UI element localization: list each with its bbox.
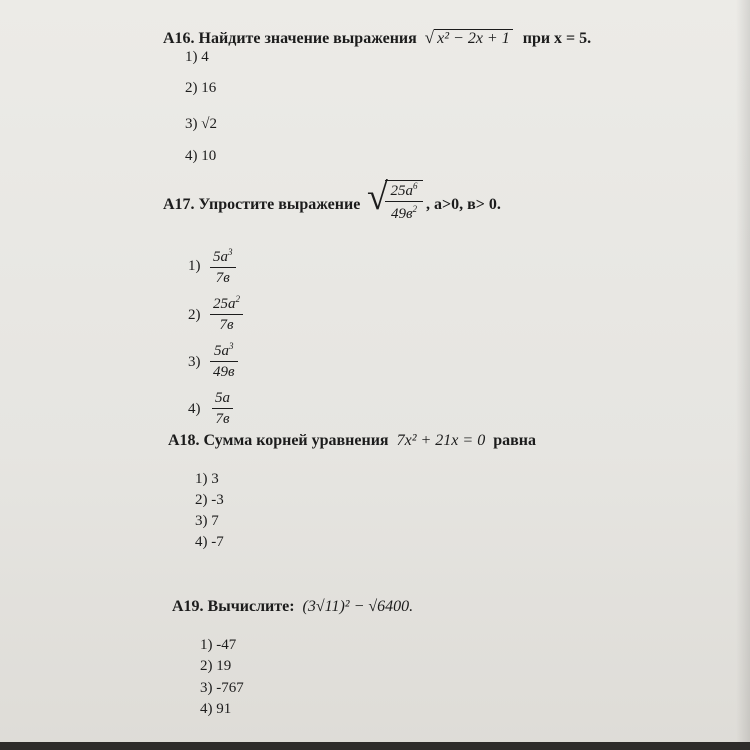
a19-question: [172, 598, 413, 616]
table-edge: [0, 742, 750, 750]
a17-option-3-fraction: $5a^3$ 49в: [210, 341, 238, 381]
a16-title: А16. Найдите значение выражения: [163, 30, 417, 47]
a19-expression: (3√11)² − √6400.: [302, 598, 414, 615]
a16-radical: √: [424, 28, 435, 47]
a16-option-1: 1) 4: [185, 49, 209, 65]
a19-option-4: 4) 91: [200, 701, 232, 717]
a19-option-1: 1) -47: [200, 637, 237, 653]
a16-option-3: 3) √2: [185, 116, 217, 132]
a18-tail: равна: [493, 432, 536, 449]
a17-option-2-fraction: $25a^2$ 7в: [210, 294, 243, 334]
a19-option-3: 3) -767: [200, 680, 244, 696]
a17-condition: , a>0, в> 0.: [426, 196, 501, 213]
a17-option-2-label: 2): [188, 307, 201, 323]
a18-option-1: 1) 3: [195, 471, 219, 487]
a17-radicand-den: $49в^2$: [390, 204, 417, 222]
a17-option-4-label: 4): [188, 401, 201, 417]
a16-condition: при x = 5.: [522, 30, 592, 47]
a19-option-2: 2) 19: [200, 658, 232, 674]
a18-option-4: 4) -7: [195, 534, 224, 550]
a18-title: А18. Сумма корней уравнения: [168, 432, 389, 449]
a18-question: [168, 432, 536, 450]
a17-radicand-bar: [385, 201, 423, 202]
page-edge-shadow: [736, 0, 750, 750]
a16-expression: x² − 2x + 1: [434, 29, 513, 47]
a17-title: А17. Упростите выражение: [163, 196, 361, 213]
a18-equation: 7x² + 21x = 0: [396, 432, 486, 449]
a17-option-1-label: 1): [188, 258, 201, 274]
a17-radicand-num: $25a^6$: [390, 181, 418, 199]
a16-option-2: 2) 16: [185, 80, 217, 96]
a17-option-1-fraction: $5a^3$ 7в: [210, 247, 236, 287]
a17-option-3-label: 3): [188, 354, 201, 370]
a18-option-3: 3) 7: [195, 513, 219, 529]
a17-option-4-fraction: 5a 7в: [212, 388, 233, 428]
a19-title: А19. Вычислите:: [172, 598, 295, 615]
a18-option-2: 2) -3: [195, 492, 224, 508]
a16-question: [163, 28, 591, 48]
a17-radical-sign: √: [367, 176, 388, 218]
a17-radicand: [385, 180, 423, 223]
a16-option-4: 4) 10: [185, 148, 217, 164]
